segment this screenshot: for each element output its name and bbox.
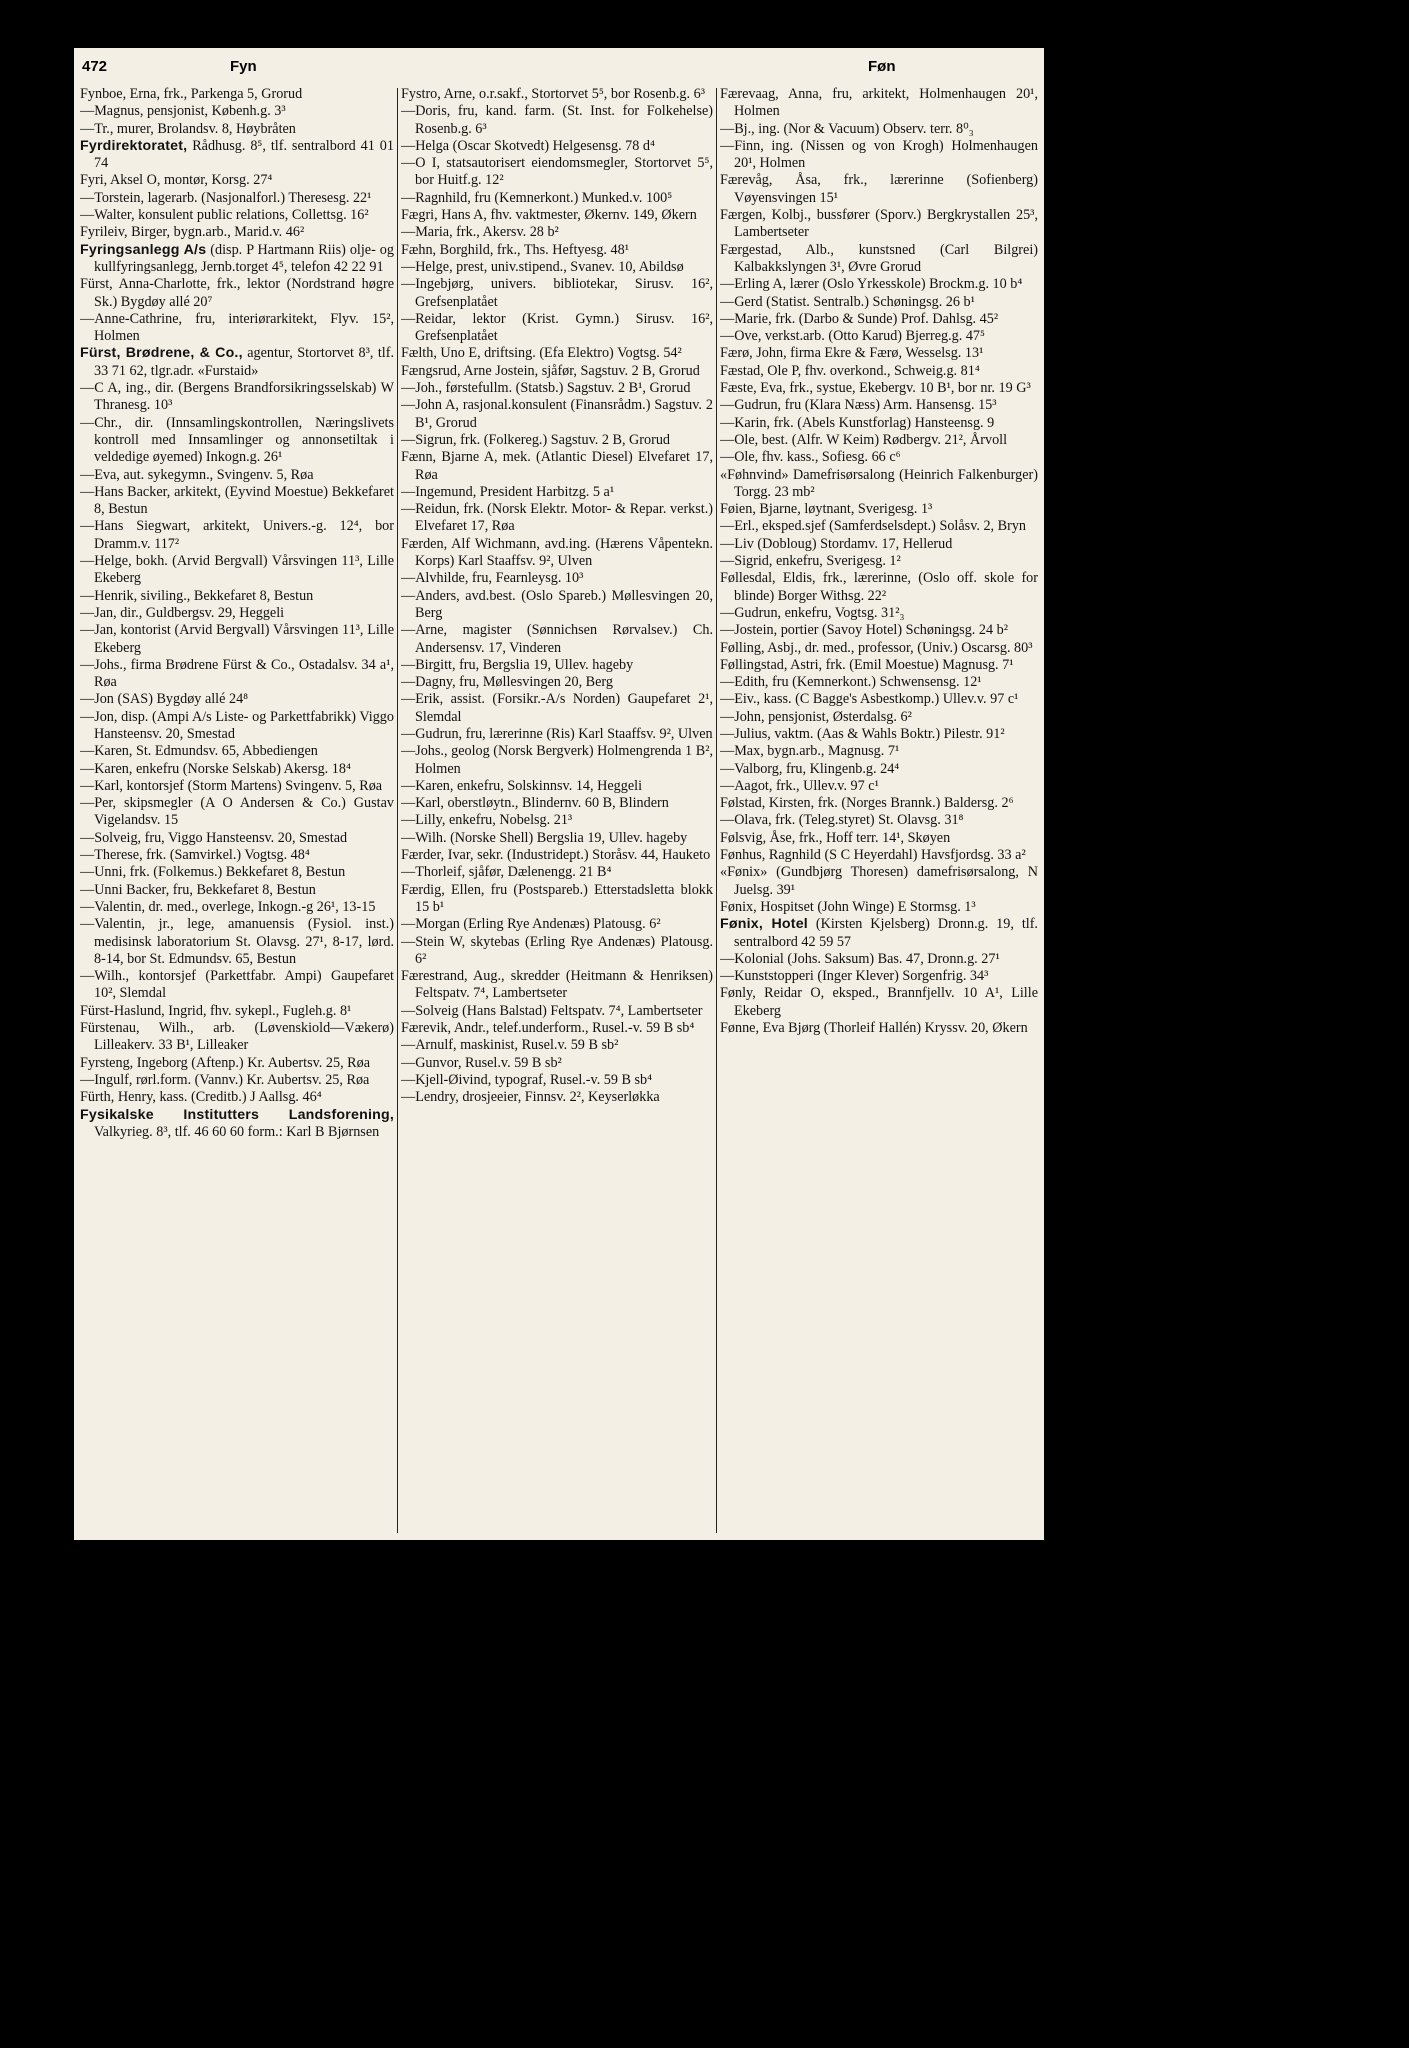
entry-text: Fürth, Henry, kass. (Creditb.) J Aallsg. 46⁴ <box>80 1089 322 1106</box>
entry-text: —Wilh. (Norske Shell) Bergslia 19, Ullev. hageby <box>401 829 688 846</box>
directory-entry <box>720 138 1038 173</box>
directory-entry <box>720 467 1038 502</box>
directory-entry <box>720 242 1038 277</box>
directory-entry <box>80 242 394 277</box>
entry-text: —Solveig, fru, Viggo Hansteensv. 20, Smestad <box>80 829 348 846</box>
directory-entry <box>720 605 1038 622</box>
entry-text: —Jan, kontorist (Arvid Bergvall) Vårsvingen 11³, Lille Ekeberg <box>80 622 394 656</box>
directory-entry <box>720 380 1038 397</box>
directory-entry <box>80 138 394 173</box>
entry-text: —Valentin, jr., lege, amanuensis (Fysiol. inst.) medisinsk laboratorium St. Olavsg. 27¹, 8-17, lørd. 8-14, bor St. Edmundsv. 65, Bestun <box>80 916 394 967</box>
directory-entry <box>401 812 713 829</box>
entry-text: Færden, Alf Wichmann, avd.ing. (Hærens Våpentekn. Korps) Karl Staaffsv. 9², Ulven <box>401 535 713 570</box>
entry-text: —Torstein, lagerarb. (Nasjonalforl.) Theresesg. 22¹ <box>80 189 372 206</box>
entry-text: Færgestad, Alb., kunstsned (Carl Bilgrei) Kalbakkslyngen 3¹, Øvre Grorud <box>720 241 1038 275</box>
entry-text: —Therese, frk. (Samvirkel.) Vogtsg. 48⁴ <box>80 847 310 864</box>
directory-entry <box>720 553 1038 570</box>
directory-entry <box>401 242 713 259</box>
entry-text: Føllesdal, Eldis, frk., lærerinne, (Oslo off. skole for blinde) Borger Withsg. 22² <box>720 570 1038 604</box>
entry-text: Fürst, Anna-Charlotte, frk., lektor (Nordstrand høgre Sk.) Bygdøy allé 20⁷ <box>80 276 394 310</box>
directory-entry <box>80 345 394 380</box>
directory-entry <box>401 622 713 657</box>
directory-entry <box>720 432 1038 449</box>
entry-text: —Stein W, skytebas (Erling Rye Andenæs) Platousg. 6² <box>401 933 713 967</box>
entry-text: Fynboe, Erna, frk., Parkenga 5, Grorud <box>80 86 303 102</box>
directory-entry <box>720 449 1038 466</box>
directory-entry <box>80 207 394 224</box>
entry-text: —Gudrun, fru, lærerinne (Ris) Karl Staaffsv. 9², Ulven <box>401 725 713 742</box>
directory-entry <box>80 1072 394 1089</box>
left-guide-word: Fyn <box>230 58 257 75</box>
entry-heading: Fyrdirektoratet, <box>80 137 188 154</box>
directory-entry <box>720 864 1038 899</box>
entry-text: —Jon, disp. (Ampi A/s Liste- og Parkettfabrikk) Viggo Hansteensv. 20, Smestad <box>80 708 394 742</box>
entry-text: —Anne-Cathrine, fru, interiørarkitekt, Flyv. 15², Holmen <box>80 310 394 345</box>
directory-entry <box>80 103 394 120</box>
directory-entry <box>401 847 713 864</box>
directory-entry <box>720 570 1038 605</box>
directory-entry <box>720 294 1038 311</box>
directory-entry <box>80 1003 394 1020</box>
directory-entry <box>80 847 394 864</box>
entry-text: —Gerd (Statist. Sentralb.) Schøningsg. 26 b¹ <box>720 293 975 310</box>
entry-text: —Eiv., kass. (C Bagge's Asbestkomp.) Ullev.v. 97 c¹ <box>720 691 1019 708</box>
directory-entry <box>720 830 1038 847</box>
entry-text: —Karen, enkefru (Norske Selskab) Akersg. 18⁴ <box>80 760 351 777</box>
entry-text: Rådhusg. 8⁵, tlf. sentralbord 41 01 74 <box>94 137 394 172</box>
directory-entry <box>720 761 1038 778</box>
directory-entry <box>401 397 713 432</box>
directory-entry <box>401 726 713 743</box>
directory-entry <box>401 691 713 726</box>
entry-text: —Anders, avd.best. (Oslo Spareb.) Møllesvingen 20, Berg <box>401 587 713 621</box>
directory-entry <box>80 743 394 760</box>
directory-entry <box>80 882 394 899</box>
entry-text: —Karin, frk. (Abels Kunstforlag) Hansteensg. 9 <box>720 414 995 431</box>
directory-entry <box>80 172 394 189</box>
entry-text: —Hans Siegwart, arkitekt, Univers.-g. 12⁴, bor Dramm.v. 117² <box>80 518 394 552</box>
directory-entry <box>401 86 713 103</box>
directory-entry <box>80 691 394 708</box>
directory-entry <box>720 328 1038 345</box>
directory-entry <box>401 588 713 623</box>
directory-entry <box>401 934 713 969</box>
entry-text: —Karl, oberstløytn., Blindernv. 60 B, Blindern <box>401 795 669 812</box>
entry-text: Fyri, Aksel O, montør, Korsg. 27⁴ <box>80 172 273 189</box>
directory-entry <box>401 1072 713 1089</box>
directory-entry <box>401 155 713 190</box>
directory-entry <box>401 743 713 778</box>
entry-heading: Fürst, Brødrene, & Co., <box>80 345 243 362</box>
entry-text: Fælth, Uno E, driftsing. (Efa Elektro) Vogtsg. 54² <box>401 345 682 362</box>
directory-entry <box>720 968 1038 985</box>
entry-text: —Tr., murer, Brolandsv. 8, Høybråten <box>80 120 296 137</box>
directory-entry <box>401 864 713 881</box>
entry-text: —Kunststopperi (Inger Klever) Sorgenfrig. 34³ <box>720 968 989 985</box>
directory-entry <box>401 968 713 1003</box>
directory-entry <box>401 570 713 587</box>
directory-entry <box>401 830 713 847</box>
directory-entry <box>720 121 1038 138</box>
entry-text: (disp. P Hartmann Riis) olje- og kullfyringsanlegg, Jernb.torget 4⁵, telefon 42 22 91 <box>94 241 394 275</box>
entry-text: Fæhn, Borghild, frk., Ths. Heftyesg. 48¹ <box>401 241 629 258</box>
entry-text: Følling, Asbj., dr. med., professor, (Univ.) Oscarsg. 80³ <box>720 639 1033 656</box>
entry-heading: Fyringsanlegg A/s <box>80 241 207 258</box>
entry-text: Færø, John, firma Ekre & Færø, Wesselsg. 13¹ <box>720 345 984 362</box>
directory-entry <box>80 795 394 830</box>
column-3 <box>720 86 1038 1037</box>
entry-text: —Joh., førstefullm. (Statsb.) Sagstuv. 2 B¹, Grorud <box>401 380 691 397</box>
directory-entry <box>80 311 394 346</box>
directory-entry <box>401 778 713 795</box>
right-guide-word: Føn <box>868 58 896 75</box>
directory-entry <box>720 345 1038 362</box>
entry-text: —Eva, aut. sykegymn., Svingenv. 5, Røa <box>80 466 314 483</box>
directory-entry <box>401 501 713 536</box>
entry-text: —Karen, enkefru, Solskinnsv. 14, Heggeli <box>401 777 643 794</box>
entry-text: —Unni, frk. (Folkemus.) Bekkefaret 8, Bestun <box>80 864 346 881</box>
directory-entry <box>401 103 713 138</box>
directory-entry <box>401 449 713 484</box>
entry-text: —Ragnhild, fru (Kemnerkont.) Munked.v. 100⁵ <box>401 189 673 206</box>
directory-entry <box>401 1089 713 1106</box>
directory-entry <box>80 276 394 311</box>
entry-text: Valkyrieg. 8³, tlf. 46 60 60 form.: Karl B Bjørnsen <box>94 1123 380 1140</box>
entry-text: —Lilly, enkefru, Nobelsg. 21³ <box>401 812 573 829</box>
directory-entry <box>80 778 394 795</box>
directory-entry <box>401 916 713 933</box>
directory-entry <box>80 1020 394 1055</box>
directory-entry <box>720 847 1038 864</box>
entry-text: —Doris, fru, kand. farm. (St. Inst. for Folkehelse) Rosenb.g. 6³ <box>401 103 713 137</box>
entry-text: —Solveig (Hans Balstad) Feltspatv. 7⁴, Lambertseter <box>401 1002 703 1019</box>
entry-heading: Fønix, Hotel <box>720 916 808 933</box>
directory-entry <box>80 709 394 744</box>
directory-entry <box>80 467 394 484</box>
entry-text: —Jostein, portier (Savoy Hotel) Schøningsg. 24 b² <box>720 622 1008 639</box>
directory-entry <box>80 518 394 553</box>
directory-entry <box>401 190 713 207</box>
directory-entry <box>80 657 394 692</box>
entry-text: Føien, Bjarne, løytnant, Sverigesg. 1³ <box>720 501 933 518</box>
directory-entry <box>80 224 394 241</box>
entry-text: —Erling A, lærer (Oslo Yrkesskole) Brockm.g. 10 b⁴ <box>720 276 1023 293</box>
entry-text: —Morgan (Erling Rye Andenæs) Platousg. 6² <box>401 916 661 933</box>
entry-text: —C A, ing., dir. (Bergens Brandforsikringsselskab) W Thranesg. 10³ <box>80 380 394 414</box>
entry-text: Fürstenau, Wilh., arb. (Løvenskiold—Vækerø) Lilleakerv. 33 B¹, Lilleaker <box>80 1020 394 1054</box>
directory-entry <box>720 743 1038 760</box>
directory-entry <box>80 380 394 415</box>
directory-entry <box>720 778 1038 795</box>
entry-text: —Ingemund, President Harbitzg. 5 a¹ <box>401 483 615 500</box>
entry-text: —Jan, dir., Guldbergsv. 29, Heggeli <box>80 604 285 621</box>
entry-text: —Johs., firma Brødrene Fürst & Co., Ostadalsv. 34 a¹, Røa <box>80 656 394 691</box>
directory-entry <box>720 674 1038 691</box>
directory-entry <box>80 1055 394 1072</box>
entry-text: —Arne, magister (Sønnichsen Rørvalsev.) Ch. Andersensv. 17, Vinderen <box>401 622 713 656</box>
directory-entry <box>720 691 1038 708</box>
entry-text: —Wilh., kontorsjef (Parkettfabr. Ampi) Gaupefaret 10², Slemdal <box>80 968 394 1002</box>
entry-text: —Dagny, fru, Møllesvingen 20, Berg <box>401 674 613 691</box>
entry-text: —Maria, frk., Akersv. 28 b² <box>401 224 559 241</box>
entry-text: —Kolonial (Johs. Saksum) Bas. 47, Dronn.g. 27¹ <box>720 950 1000 967</box>
entry-text: —John, pensjonist, Østerdalsg. 6² <box>720 708 912 725</box>
directory-entry <box>80 761 394 778</box>
directory-entry <box>401 345 713 362</box>
entry-text: Fyrsteng, Ingeborg (Aftenp.) Kr. Aubertsv. 25, Røa <box>80 1054 371 1071</box>
directory-entry <box>401 138 713 155</box>
directory-entry <box>80 1089 394 1106</box>
entry-text: —Alvhilde, fru, Fearnleysg. 10³ <box>401 570 584 587</box>
directory-entry <box>720 172 1038 207</box>
entry-text: —Gudrun, enkefru, Vogtsg. 31²₃ <box>720 604 905 621</box>
entry-text: «Føhnvind» Damefrisørsalong (Heinrich Falkenburger) Torgg. 23 mb² <box>720 466 1038 500</box>
directory-entry <box>720 726 1038 743</box>
directory-entry <box>401 536 713 571</box>
entry-text: Føllingstad, Astri, frk. (Emil Moestue) Magnusg. 7¹ <box>720 656 1014 673</box>
directory-entry <box>720 518 1038 535</box>
entry-text: —Henrik, siviling., Bekkefaret 8, Bestun <box>80 587 314 604</box>
entry-text: —Per, skipsmegler (A O Andersen & Co.) Gustav Vigelandsv. 15 <box>80 795 394 829</box>
directory-entry <box>401 795 713 812</box>
entry-text: Fæste, Eva, frk., systue, Ekebergv. 10 B¹, bor nr. 19 G³ <box>720 380 1031 397</box>
directory-entry <box>720 657 1038 674</box>
entry-text: Fystro, Arne, o.r.sakf., Stortorvet 5⁵, bor Rosenb.g. 6³ <box>401 86 705 102</box>
entry-text: —Olava, frk. (Teleg.styret) St. Olavsg. 31⁸ <box>720 812 964 829</box>
directory-entry <box>720 951 1038 968</box>
entry-text: —Sigrun, frk. (Folkereg.) Sagstuv. 2 B, Grorud <box>401 431 671 448</box>
directory-entry <box>720 985 1038 1020</box>
directory-entry <box>401 484 713 501</box>
directory-entry <box>720 916 1038 951</box>
directory-entry <box>720 536 1038 553</box>
directory-page <box>74 48 1044 1540</box>
entry-text: Fængsrud, Arne Jostein, sjåfør, Sagstuv. 2 B, Grorud <box>401 362 700 379</box>
directory-entry <box>720 795 1038 812</box>
directory-entry <box>720 501 1038 518</box>
entry-text: —O I, statsautorisert eiendomsmegler, Stortorvet 5⁵, bor Huitf.g. 12² <box>401 155 713 189</box>
entry-text: —Erik, assist. (Forsikr.-A/s Norden) Gaupefaret 2¹, Slemdal <box>401 691 713 725</box>
directory-entry <box>80 484 394 519</box>
entry-text: —Edith, fru (Kemnerkont.) Schwensensg. 12¹ <box>720 674 982 691</box>
directory-entry <box>401 276 713 311</box>
entry-text: —Walter, konsulent public relations, Collettsg. 16² <box>80 207 369 224</box>
directory-entry <box>720 415 1038 432</box>
entry-text: Fægri, Hans A, fhv. vaktmester, Økernv. 149, Økern <box>401 207 697 224</box>
directory-entry <box>720 812 1038 829</box>
entry-text: —Thorleif, sjåfør, Dælenengg. 21 B⁴ <box>401 864 612 881</box>
directory-entry <box>80 605 394 622</box>
page-number: 472 <box>82 58 108 75</box>
directory-entry <box>80 1107 394 1142</box>
entry-text: —Ole, fhv. kass., Sofiesg. 66 c⁶ <box>720 449 901 466</box>
directory-entry <box>401 674 713 691</box>
entry-text: —Sigrid, enkefru, Sverigesg. 1² <box>720 553 901 570</box>
directory-entry <box>401 363 713 380</box>
entry-text: —Helge, bokh. (Arvid Bergvall) Vårsvingen 11³, Lille Ekeberg <box>80 553 394 587</box>
directory-entry <box>401 224 713 241</box>
directory-entry <box>720 86 1038 121</box>
entry-text: Følsvig, Åse, frk., Hoff terr. 14¹, Skøyen <box>720 829 951 846</box>
entry-text: —Magnus, pensjonist, Københ.g. 3³ <box>80 103 286 120</box>
entry-text: —Birgitt, fru, Bergslia 19, Ullev. hageby <box>401 656 634 673</box>
entry-text: —Bj., ing. (Nor & Vacuum) Observ. terr. 8⁰₃ <box>720 120 974 137</box>
directory-entry <box>720 311 1038 328</box>
directory-entry <box>401 432 713 449</box>
entry-text: Fønix, Hospitset (John Winge) E Stormsg. 1³ <box>720 898 976 915</box>
directory-entry <box>80 86 394 103</box>
entry-text: —Julius, vaktm. (Aas & Wahls Boktr.) Pilestr. 91² <box>720 725 1005 742</box>
directory-entry <box>720 899 1038 916</box>
directory-entry <box>80 190 394 207</box>
entry-text: Færevåg, Åsa, frk., lærerinne (Sofienberg) Vøyensvingen 15¹ <box>720 172 1038 206</box>
entry-text: —Hans Backer, arkitekt, (Eyvind Moestue) Bekkefaret 8, Bestun <box>80 483 394 518</box>
entry-text: —Max, bygn.arb., Magnusg. 7¹ <box>720 743 900 760</box>
entry-text: agentur, Stortorvet 8³, tlf. 33 71 62, tlgr.adr. «Furstaid» <box>94 345 394 379</box>
directory-entry <box>80 830 394 847</box>
directory-entry <box>720 640 1038 657</box>
entry-text: —Valborg, fru, Klingenb.g. 24⁴ <box>720 760 900 777</box>
directory-entry <box>720 207 1038 242</box>
entry-text: Færevaag, Anna, fru, arkitekt, Holmenhaugen 20¹, Holmen <box>720 86 1038 120</box>
entry-text: —Karen, St. Edmundsv. 65, Abbediengen <box>80 743 318 760</box>
column-1 <box>80 86 394 1141</box>
directory-entry <box>401 311 713 346</box>
directory-entry <box>80 899 394 916</box>
entry-text: Færdig, Ellen, fru (Postspareb.) Etterstadsletta blokk 15 b¹ <box>401 881 713 915</box>
directory-entry <box>80 415 394 467</box>
entry-text: —Reidun, frk. (Norsk Elektr. Motor- & Repar. verkst.) Elvefaret 17, Røa <box>401 501 713 535</box>
directory-entry <box>720 622 1038 639</box>
entry-text: —Helge, prest, univ.stipend., Svanev. 10, Abildsø <box>401 258 684 275</box>
directory-entry <box>401 1037 713 1054</box>
entry-text: Følstad, Kirsten, frk. (Norges Brannk.) Baldersg. 2⁶ <box>720 795 1014 812</box>
entry-text: —Reidar, lektor (Krist. Gymn.) Sirusv. 16², Grefsenplatået <box>401 310 713 345</box>
entry-text: —Valentin, dr. med., overlege, Inkogn.-g 26¹, 13-15 <box>80 898 376 915</box>
column-2 <box>401 86 713 1107</box>
entry-text: Fænn, Bjarne A, mek. (Atlantic Diesel) Elvefaret 17, Røa <box>401 449 713 483</box>
entry-text: Færevik, Andr., telef.underform., Rusel.-v. 59 B sb⁴ <box>401 1020 695 1037</box>
directory-entry <box>80 864 394 881</box>
directory-entry <box>720 1020 1038 1037</box>
directory-entry <box>401 1003 713 1020</box>
entry-text: —Arnulf, maskinist, Rusel.v. 59 B sb² <box>401 1037 619 1054</box>
directory-entry <box>80 588 394 605</box>
entry-text: —Kjell-Øivind, typograf, Rusel.-v. 59 B sb⁴ <box>401 1071 653 1088</box>
entry-text: —Ove, verkst.arb. (Otto Karud) Bjerreg.g. 47⁵ <box>720 328 985 345</box>
entry-text: Fønhus, Ragnhild (S C Heyerdahl) Havsfjordsg. 33 a² <box>720 847 1026 864</box>
entry-text: Færestrand, Aug., skredder (Heitmann & Henriksen) Feltspatv. 7⁴, Lambertseter <box>401 968 713 1002</box>
directory-entry <box>80 968 394 1003</box>
column-divider <box>397 88 398 1533</box>
entry-text: —Liv (Doblоug) Stordamv. 17, Hellerud <box>720 535 953 552</box>
directory-entry <box>80 916 394 968</box>
directory-entry <box>401 1020 713 1037</box>
entry-text: —Ole, best. (Alfr. W Keim) Rødbergv. 21², Årvoll <box>720 431 1008 448</box>
entry-text: Færder, Ivar, sekr. (Industridept.) Storåsv. 44, Hauketo <box>401 847 711 864</box>
entry-text: Fürst-Haslund, Ingrid, fhv. sykepl., Fugleh.g. 8¹ <box>80 1002 352 1019</box>
entry-text: —Marie, frk. (Darbo & Sunde) Prof. Dahlsg. 45² <box>720 310 999 327</box>
column-divider <box>716 88 717 1533</box>
directory-entry <box>80 553 394 588</box>
directory-entry <box>80 121 394 138</box>
directory-entry <box>720 709 1038 726</box>
directory-entry <box>80 622 394 657</box>
entry-text: Færgen, Kolbj., bussfører (Sporv.) Bergkrystallen 25³, Lambertseter <box>720 207 1038 241</box>
entry-text: —Gunvor, Rusel.v. 59 B sb² <box>401 1054 562 1071</box>
directory-entry <box>401 380 713 397</box>
entry-text: —Chr., dir. (Innsamlingskontrollen, Næringslivets kontroll med Innsamlinger og annonsetiltak i veldedige øyemed) Inkogn.g. 26¹ <box>80 414 394 466</box>
entry-text: —Unni Backer, fru, Bekkefaret 8, Bestun <box>80 881 316 898</box>
entry-text: —John A, rasjonal.konsulent (Finansrådm.) Sagstuv. 2 B¹, Grorud <box>401 397 713 431</box>
entry-heading: Fysikalske Institutters Landsforening, <box>80 1106 394 1123</box>
entry-text: Fyrileiv, Birger, bygn.arb., Marid.v. 46² <box>80 224 305 241</box>
entry-text: —Ingebjørg, univers. bibliotekar, Sirusv. 16², Grefsenplatået <box>401 276 713 310</box>
entry-text: —Aagot, frk., Ullev.v. 97 c¹ <box>720 777 879 794</box>
directory-entry <box>401 259 713 276</box>
directory-entry <box>401 1055 713 1072</box>
entry-text: —Erl., eksped.sjef (Samferdselsdept.) Solåsv. 2, Bryn <box>720 518 1027 535</box>
entry-text: —Johs., geolog (Norsk Bergverk) Holmengrenda 1 B², Holmen <box>401 743 713 777</box>
directory-entry <box>401 207 713 224</box>
entry-text: —Helga (Oscar Skotvedt) Helgesensg. 78 d⁴ <box>401 137 655 154</box>
entry-text: «Fønix» (Gundbjørg Thoresen) damefrisørsalong, N Juelsg. 39¹ <box>720 864 1038 898</box>
entry-text: —Karl, kontorsjef (Storm Martens) Svingenv. 5, Røa <box>80 777 383 794</box>
directory-entry <box>401 882 713 917</box>
entry-text: —Ingulf, rørl.form. (Vannv.) Kr. Aubertsv. 25, Røa <box>80 1071 370 1088</box>
entry-text: Fønly, Reidar O, eksped., Brannfjellv. 10 A¹, Lille Ekeberg <box>720 985 1038 1019</box>
entry-text: —Finn, ing. (Nissen og von Krogh) Holmenhaugen 20¹, Holmen <box>720 137 1038 172</box>
directory-entry <box>720 276 1038 293</box>
entry-text: Fønne, Eva Bjørg (Thorleif Hallén) Kryssv. 20, Økern <box>720 1020 1028 1037</box>
directory-entry <box>401 657 713 674</box>
entry-text: —Gudrun, fru (Klara Næss) Arm. Hansensg. 15³ <box>720 397 997 414</box>
page-header <box>82 58 1036 80</box>
entry-text: Fæstad, Ole P, fhv. overkond., Schweig.g. 81⁴ <box>720 362 980 379</box>
entry-text: —Lendry, drosjeeier, Finnsv. 2², Keyserløkka <box>401 1089 660 1106</box>
directory-entry <box>720 397 1038 414</box>
entry-text: —Jon (SAS) Bygdøy allé 24⁸ <box>80 691 249 708</box>
directory-entry <box>720 363 1038 380</box>
entry-text: (Kirsten Kjelsberg) Dronn.g. 19, tlf. sentralbord 42 59 57 <box>734 916 1038 950</box>
